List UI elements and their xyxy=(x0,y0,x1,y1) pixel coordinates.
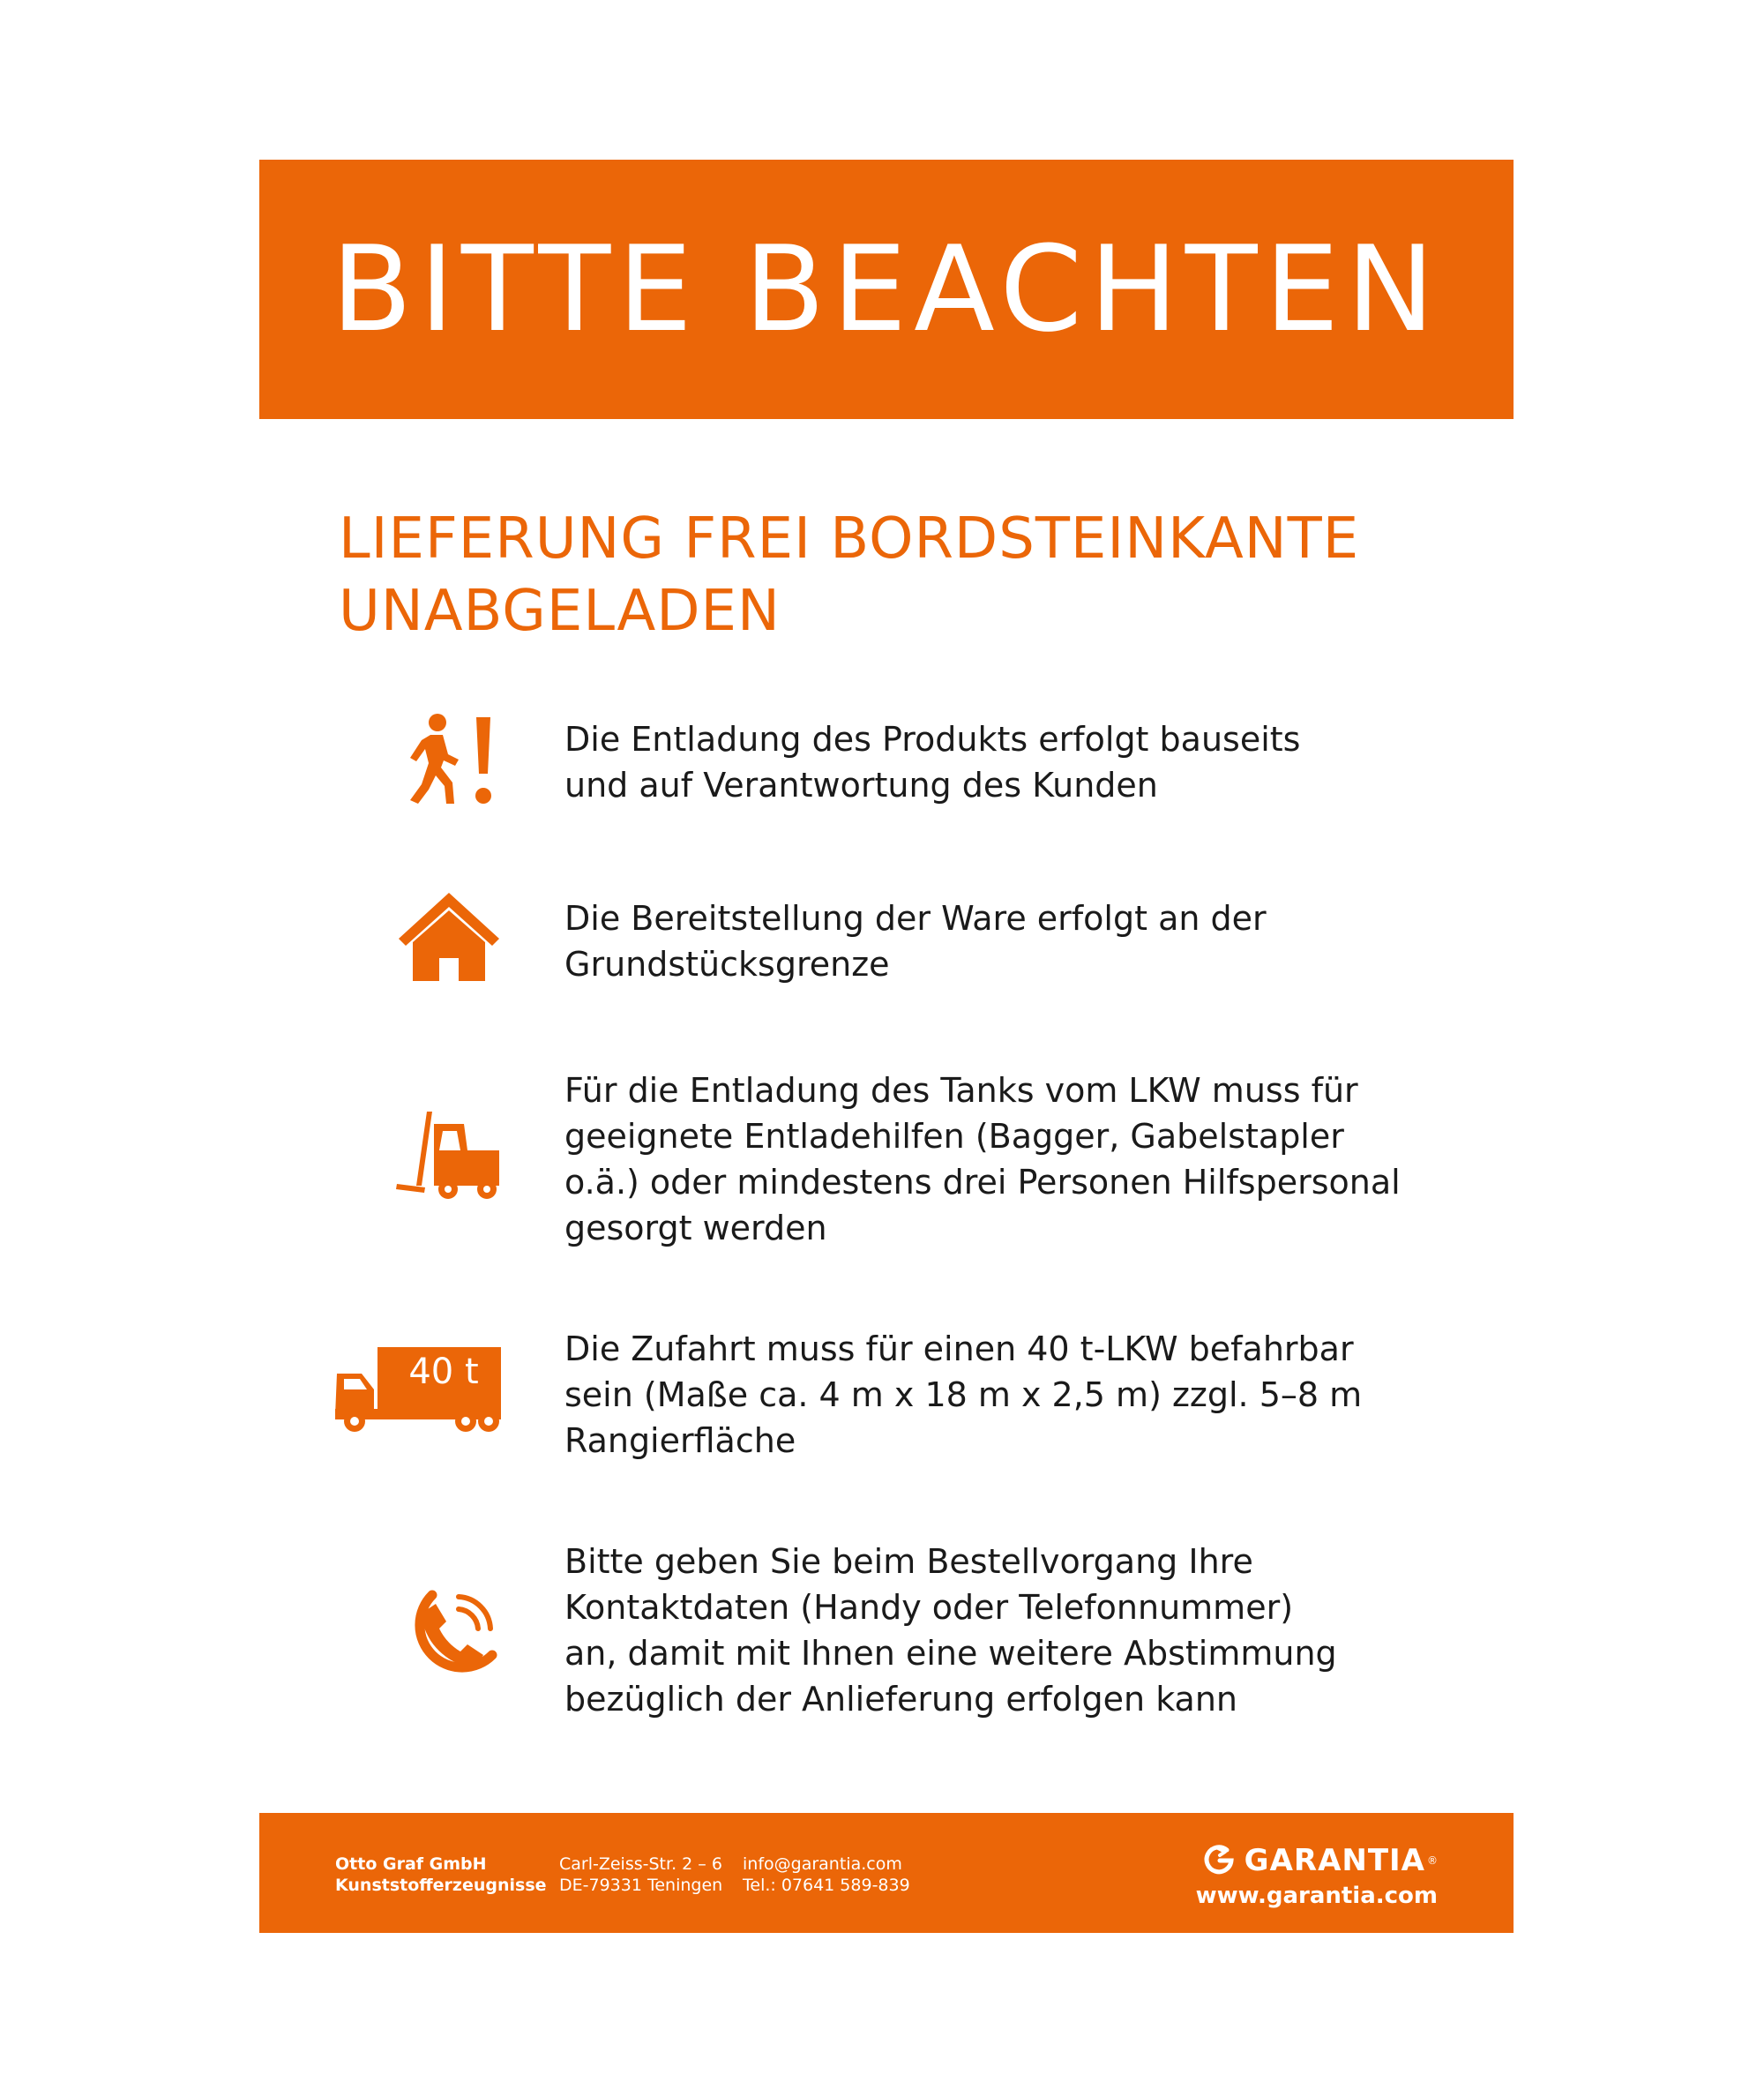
house-icon xyxy=(397,891,501,983)
footer-banner xyxy=(259,1813,1514,1933)
subtitle xyxy=(339,503,1485,648)
notice-line: Die Entladung des Produkts erfolgt bauseits xyxy=(564,720,1301,759)
footer-company xyxy=(335,1854,547,1896)
garantia-logo-icon xyxy=(1204,1845,1236,1876)
brand-logo xyxy=(1196,1843,1438,1910)
notice-text xyxy=(564,1067,1491,1251)
notice-text xyxy=(564,1539,1491,1722)
notice-line: an, damit mit Ihnen eine weitere Abstimmung xyxy=(564,1634,1337,1673)
person-warning-icon xyxy=(404,710,503,807)
brand-registered-mark: ® xyxy=(1427,1854,1438,1867)
notice-line: und auf Verantwortung des Kunden xyxy=(564,766,1158,805)
notice-text xyxy=(564,716,1491,808)
notice-line: bezüglich der Anlieferung erfolgen kann xyxy=(564,1680,1237,1719)
company-name: Otto Graf GmbH xyxy=(335,1854,487,1874)
notice-text xyxy=(564,1326,1491,1464)
notice-line: geeignete Entladehilfen (Bagger, Gabelstapler xyxy=(564,1117,1344,1156)
header-banner xyxy=(259,160,1514,419)
notice-line: Grundstücksgrenze xyxy=(564,945,890,984)
page-title: BITTE BEACHTEN xyxy=(331,221,1442,358)
notice-line: Kontaktdaten (Handy oder Telefonnummer) xyxy=(564,1588,1294,1627)
notice-text xyxy=(564,895,1491,987)
truck-icon xyxy=(333,1345,503,1434)
truck-weight-label: 40 t xyxy=(408,1352,479,1392)
brand-name: GARANTIA xyxy=(1244,1843,1425,1878)
address-city: DE-79331 Teningen xyxy=(559,1876,723,1895)
forklift-icon xyxy=(395,1108,501,1200)
notice-line: Die Zufahrt muss für einen 40 t-LKW befahrbar xyxy=(564,1329,1354,1368)
address-street: Carl-Zeiss-Str. 2 – 6 xyxy=(559,1854,722,1874)
notice-line: gesorgt werden xyxy=(564,1209,827,1247)
subtitle-line-1: LIEFERUNG FREI BORDSTEINKANTE xyxy=(339,506,1360,572)
subtitle-line-2: UNABGELADEN xyxy=(339,579,781,644)
phone-icon xyxy=(406,1584,503,1681)
company-description: Kunststofferzeugnisse xyxy=(335,1876,547,1895)
footer-address xyxy=(559,1854,722,1896)
brand-website-link[interactable]: www.garantia.com xyxy=(1195,1883,1438,1909)
notice-line: Für die Entladung des Tanks vom LKW muss für xyxy=(564,1071,1358,1110)
notice-line: Rangierfläche xyxy=(564,1421,796,1460)
notice-line: Bitte geben Sie beim Bestellvorgang Ihre xyxy=(564,1542,1253,1581)
contact-phone[interactable]: Tel.: 07641 589-839 xyxy=(743,1876,910,1895)
notice-line: Die Bereitstellung der Ware erfolgt an der xyxy=(564,899,1267,938)
footer-contact xyxy=(743,1854,910,1896)
notice-line: o.ä.) oder mindestens drei Personen Hilfspersonal xyxy=(564,1163,1401,1202)
notice-line: sein (Maße ca. 4 m x 18 m x 2,5 m) zzgl. 5–8 m xyxy=(564,1375,1363,1414)
contact-email[interactable]: info@garantia.com xyxy=(743,1854,902,1874)
